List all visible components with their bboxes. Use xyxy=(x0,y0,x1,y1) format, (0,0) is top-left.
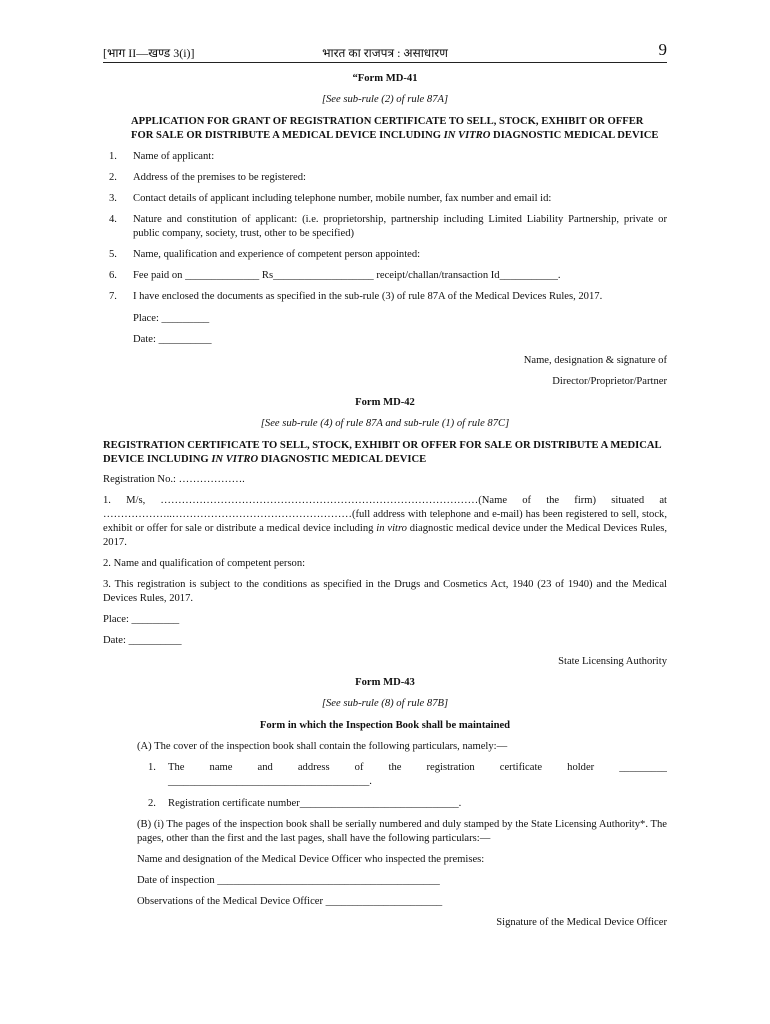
md42-para1-part1: 1. M/s, ………………………………………………………………………………(Name of the firm) situated at ………………..……………………………………………(full address with telephone and e-mail) has been registered to sell, stock, exhibit or offer for sale or distribute a medical device including xyxy=(103,495,667,534)
page-content xyxy=(103,70,667,930)
word: holder xyxy=(567,762,595,773)
header-part-section: [भाग II—खण्ड 3(i)] xyxy=(103,46,195,60)
md42-paragraph-1 xyxy=(103,494,667,550)
md41-signature-line1: Name, designation & signature of xyxy=(523,355,667,366)
list-item-text: I have enclosed the documents as specified in the sub-rule (3) of rule 87A of the Medical Devices Rules, 2017. xyxy=(133,291,603,302)
md43-part-b: (B) (i) The pages of the inspection book shall be serially numbered and duly stamped by the State Licensing Authority*. The pages, other than the first and the last pages, shall have the following particulars:— xyxy=(137,819,667,844)
md41-place: Place: _________ xyxy=(133,313,210,324)
md41-items xyxy=(103,150,667,304)
list-item-number: 1. xyxy=(148,762,156,773)
list-item-number: 2. xyxy=(148,798,156,809)
header-gazette-title: भारत का राजपत्र : असाधारण xyxy=(322,46,448,60)
list-item xyxy=(103,269,667,283)
md41-heading xyxy=(103,115,667,143)
md43-item-a2 xyxy=(103,797,667,811)
md43-item-a1-line2: ______________________________________. xyxy=(168,776,372,787)
md41-title: “Form MD-41 xyxy=(352,73,418,84)
md42-place: Place: _________ xyxy=(103,614,180,625)
md41-subrule: [See sub-rule (2) of rule 87A] xyxy=(321,94,449,105)
md42-para1-part2: diagnostic medical device under the Medical Devices Rules, 2017. xyxy=(103,523,667,548)
list-item-text: Contact details of applicant including telephone number, mobile number, fax number and email id: xyxy=(133,193,552,204)
md43-heading: Form in which the Inspection Book shall be maintained xyxy=(259,720,511,731)
list-item xyxy=(103,150,667,164)
md42-paragraph-2: 2. Name and qualification of competent person: xyxy=(103,558,306,569)
page-header xyxy=(103,40,667,62)
md43-title: Form MD-43 xyxy=(355,677,415,688)
list-item-text: Name of applicant: xyxy=(133,151,215,162)
list-item-text: Address of the premises to be registered: xyxy=(133,172,306,183)
word: _________ xyxy=(619,762,667,773)
list-item-text: Nature and constitution of applicant: (i.e. proprietorship, partnership including Limited Liability Partnership, private or public company, society, trust, other to be specified) xyxy=(133,214,667,239)
md42-para1-italic: in vitro xyxy=(376,523,407,534)
md42-registration-no: Registration No.: ………………. xyxy=(103,474,245,485)
list-item xyxy=(103,192,667,206)
md43-signature: Signature of the Medical Device Officer xyxy=(496,917,667,928)
word: the xyxy=(388,762,402,773)
md42-subrule: [See sub-rule (4) of rule 87A and sub-rule (1) of rule 87C] xyxy=(260,418,510,429)
md43-item-a1 xyxy=(103,761,667,789)
md42-heading xyxy=(103,439,667,467)
list-item-number: 7. xyxy=(109,291,117,302)
page-number: 9 xyxy=(658,40,667,59)
word: name xyxy=(209,762,233,773)
list-item-number: 2. xyxy=(109,172,117,183)
list-item-text: Name, qualification and experience of competent person appointed: xyxy=(133,249,421,260)
list-item-text: Fee paid on ______________ Rs___________________ receipt/challan/transaction Id___________. xyxy=(133,270,561,281)
list-item xyxy=(103,213,667,241)
md42-heading-part1: REGISTRATION CERTIFICATE TO SELL, STOCK, EXHIBIT OR OFFER FOR SALE OR DISTRIBUTE A MEDICAL DEVICE INCLUDING xyxy=(103,440,662,465)
list-item-number: 6. xyxy=(109,270,117,281)
md42-authority: State Licensing Authority xyxy=(558,656,667,667)
md42-paragraph-3: 3. This registration is subject to the conditions as specified in the Drugs and Cosmetics Act, 1940 (23 of 1940) and the Medical Devices Rules, 2017. xyxy=(103,579,667,604)
list-item-number: 4. xyxy=(109,214,117,225)
md43-inspection-date: Date of inspection __________________________________________ xyxy=(137,875,440,886)
list-item-number: 3. xyxy=(109,193,117,204)
md42-heading-italic: IN VITRO xyxy=(211,454,259,465)
word: of xyxy=(354,762,364,773)
md41-heading-part1: APPLICATION FOR GRANT OF REGISTRATION CERTIFICATE TO SELL, STOCK, EXHIBIT OR OFFER FOR SALE OR DISTRIBUTE A MEDICAL DEVICE INCLUDING xyxy=(131,116,644,141)
md42-heading-part2: DIAGNOSTIC MEDICAL DEVICE xyxy=(258,454,427,465)
md43-observations: Observations of the Medical Device Officer ______________________ xyxy=(137,896,443,907)
md41-signature-line2: Director/Proprietor/Partner xyxy=(552,376,667,387)
word: address xyxy=(297,762,330,773)
md42-date: Date: __________ xyxy=(103,635,182,646)
word: registration xyxy=(426,762,475,773)
md43-part-a: (A) The cover of the inspection book shall contain the following particulars, namely:— xyxy=(137,741,508,752)
list-item-number: 5. xyxy=(109,249,117,260)
md41-date: Date: __________ xyxy=(133,334,212,345)
header-rule xyxy=(103,62,667,63)
word: certificate xyxy=(499,762,543,773)
md41-heading-part2: DIAGNOSTIC MEDICAL DEVICE xyxy=(490,130,659,141)
md41-heading-italic: IN VITRO xyxy=(443,130,491,141)
list-item-text: Registration certificate number______________________________. xyxy=(168,798,462,809)
md42-title: Form MD-42 xyxy=(355,397,415,408)
md43-officer-name: Name and designation of the Medical Device Officer who inspected the premises: xyxy=(137,854,485,865)
md43-item-a1-line1 xyxy=(168,761,667,775)
word: and xyxy=(257,762,273,773)
list-item-number: 1. xyxy=(109,151,117,162)
word: The xyxy=(168,762,185,773)
list-item xyxy=(103,290,667,304)
list-item xyxy=(103,171,667,185)
list-item xyxy=(103,248,667,262)
md43-subrule: [See sub-rule (8) of rule 87B] xyxy=(321,698,449,709)
